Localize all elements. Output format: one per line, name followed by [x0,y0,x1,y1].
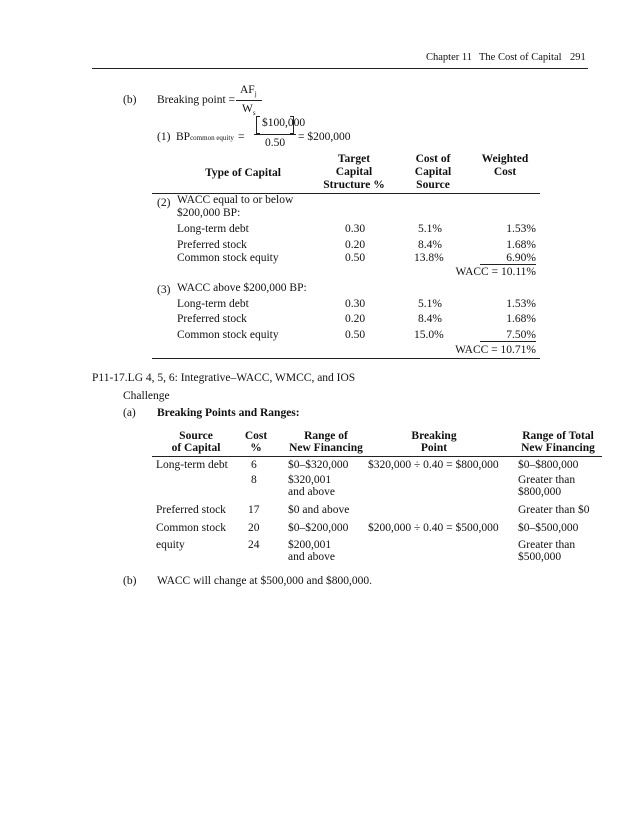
table-row-name: Common stock equity [177,329,279,341]
bp-header-cost-1: Cost [244,430,268,442]
bp-header-source-2: of Capital [171,442,221,454]
bp-row-range: $0 and above [288,504,350,516]
bp-row-source: equity [156,539,185,551]
table-row-cost: 8.4% [418,313,442,325]
bp-row-range: $200,001 [288,539,332,551]
part-a-title: Breaking Points and Ranges: [157,407,300,419]
breaking-point-lhs: Breaking point = [157,94,236,106]
table-row-target: 0.20 [345,239,366,251]
table-row-weighted: 1.68% [506,239,536,251]
bp-row-total: Greater than [518,539,576,551]
part-b-label: (b) [123,94,137,106]
header-cost-1: Cost of [415,153,451,165]
bp-header-point-1: Breaking [411,430,457,442]
section-2-num: (2) [157,197,171,209]
bp-row-cost: 24 [248,539,260,551]
bp-row-source: Preferred stock [156,504,226,516]
part-b2-label: (b) [123,575,137,587]
fraction-bar [236,100,262,101]
table-row-cost: 13.8% [414,252,444,264]
table-row-weighted: 1.53% [506,298,536,310]
bp-bracket-left [256,116,260,134]
header-weighted-2: Cost [493,166,517,178]
section-2-title-2: $200,000 BP: [177,207,241,219]
wacc-bottom-rule [152,358,540,359]
header-type-of-capital: Type of Capital [205,167,281,179]
table-row-target: 0.30 [345,223,366,235]
table-row-name: Preferred stock [177,239,247,251]
table-row-name: Long-term debt [177,223,249,235]
table-row-cost: 5.1% [418,298,442,310]
table-row-name: Common stock equity [177,252,279,264]
bp-row-total-cont: $800,000 [518,486,562,498]
bp-header-total-1: Range of Total [522,430,594,442]
wacc-total-above: WACC = 10.71% [455,344,536,356]
table-row-name: Preferred stock [177,313,247,325]
bp-row-range: $0–$320,000 [288,459,349,471]
header-target-1: Target [337,153,371,165]
difficulty-label: Challenge [123,390,170,402]
bp-fraction-bar [254,134,296,135]
table-row-cost: 15.0% [414,329,444,341]
running-header-title: The Cost of Capital [479,52,562,63]
fraction-numerator: $AF_j$ [240,84,257,98]
bp-row-breaking-point: $320,000 ÷ 0.40 = $800,000 [368,459,499,471]
bp-row-range-cont: and above [288,551,335,563]
header-weighted-1: Weighted [481,153,529,165]
header-target-2: Capital [335,166,373,178]
table-row-weighted: 1.53% [506,223,536,235]
bp-header-range-2: New Financing [289,442,363,454]
bp-row-total: Greater than [518,474,576,486]
part-a-label: (a) [123,407,136,419]
header-target-3: Structure % [323,179,385,191]
bp-row-breaking-point: $200,000 ÷ 0.40 = $500,000 [368,522,499,534]
bp-row-range-cont: and above [288,486,335,498]
table-row-target: 0.20 [345,313,366,325]
table-row-weighted: 6.90% [480,252,536,265]
header-rule [92,68,588,69]
fraction-denominator: $W_s$ [242,103,256,117]
running-header-chapter: Chapter 11 [426,52,472,63]
section-3-title: WACC above $200,000 BP: [177,282,307,294]
bp-numerator: $100,000 [262,117,306,129]
wacc-total-below: WACC = 10.11% [455,266,536,278]
bp-row-total-cont: $500,000 [518,551,562,563]
bp-header-rule [152,456,602,457]
section-2-title-1: WACC equal to or below [177,194,294,206]
table-row-target: 0.50 [345,329,366,341]
page-number: 291 [570,52,586,63]
header-cost-2: Capital [414,166,452,178]
bp-row-cost: 8 [251,474,257,486]
table-row-cost: 8.4% [418,239,442,251]
bp-row-cost: 6 [251,459,257,471]
problem-heading: P11-17.LG 4, 5, 6: Integrative–WACC, WMCC, and IOS [92,372,356,384]
bp-row-total: $0–$500,000 [518,522,579,534]
section-3-num: (3) [157,284,171,296]
bp-header-source-1: Source [179,430,213,442]
header-cost-3: Source [416,179,450,191]
bp-header-cost-2: % [250,442,262,454]
bp-row-range: $320,001 [288,474,332,486]
table-row-target: 0.30 [345,298,366,310]
table-row-name: Long-term debt [177,298,249,310]
bp-row-cost: 20 [248,522,260,534]
bp-header-point-2: Point [420,442,448,454]
table-row-cost: 5.1% [418,223,442,235]
table-row-target: 0.50 [345,252,366,264]
bp-row-total: Greater than $0 [518,504,590,516]
bp-row-source: Long-term debt [156,459,228,471]
bp-result: = $200,000 [298,131,351,143]
bp-header-total-2: New Financing [521,442,595,454]
bp-equals: = [238,131,245,143]
table-row-weighted: 7.50% [480,329,536,342]
bp-denominator: 0.50 [265,137,286,149]
bp-row-source: Common stock [156,522,226,534]
part-b2-text: WACC will change at $500,000 and $800,000. [157,575,372,587]
bp-row-cost: 17 [248,504,260,516]
bp-row-total: $0–$800,000 [518,459,579,471]
table-row-weighted: 1.68% [506,313,536,325]
bp-header-range-1: Range of [304,430,348,442]
bp-common-equity: BPcommon equity [176,131,234,143]
bp-row-range: $0–$200,000 [288,522,349,534]
item-1-label: (1) [157,131,171,143]
